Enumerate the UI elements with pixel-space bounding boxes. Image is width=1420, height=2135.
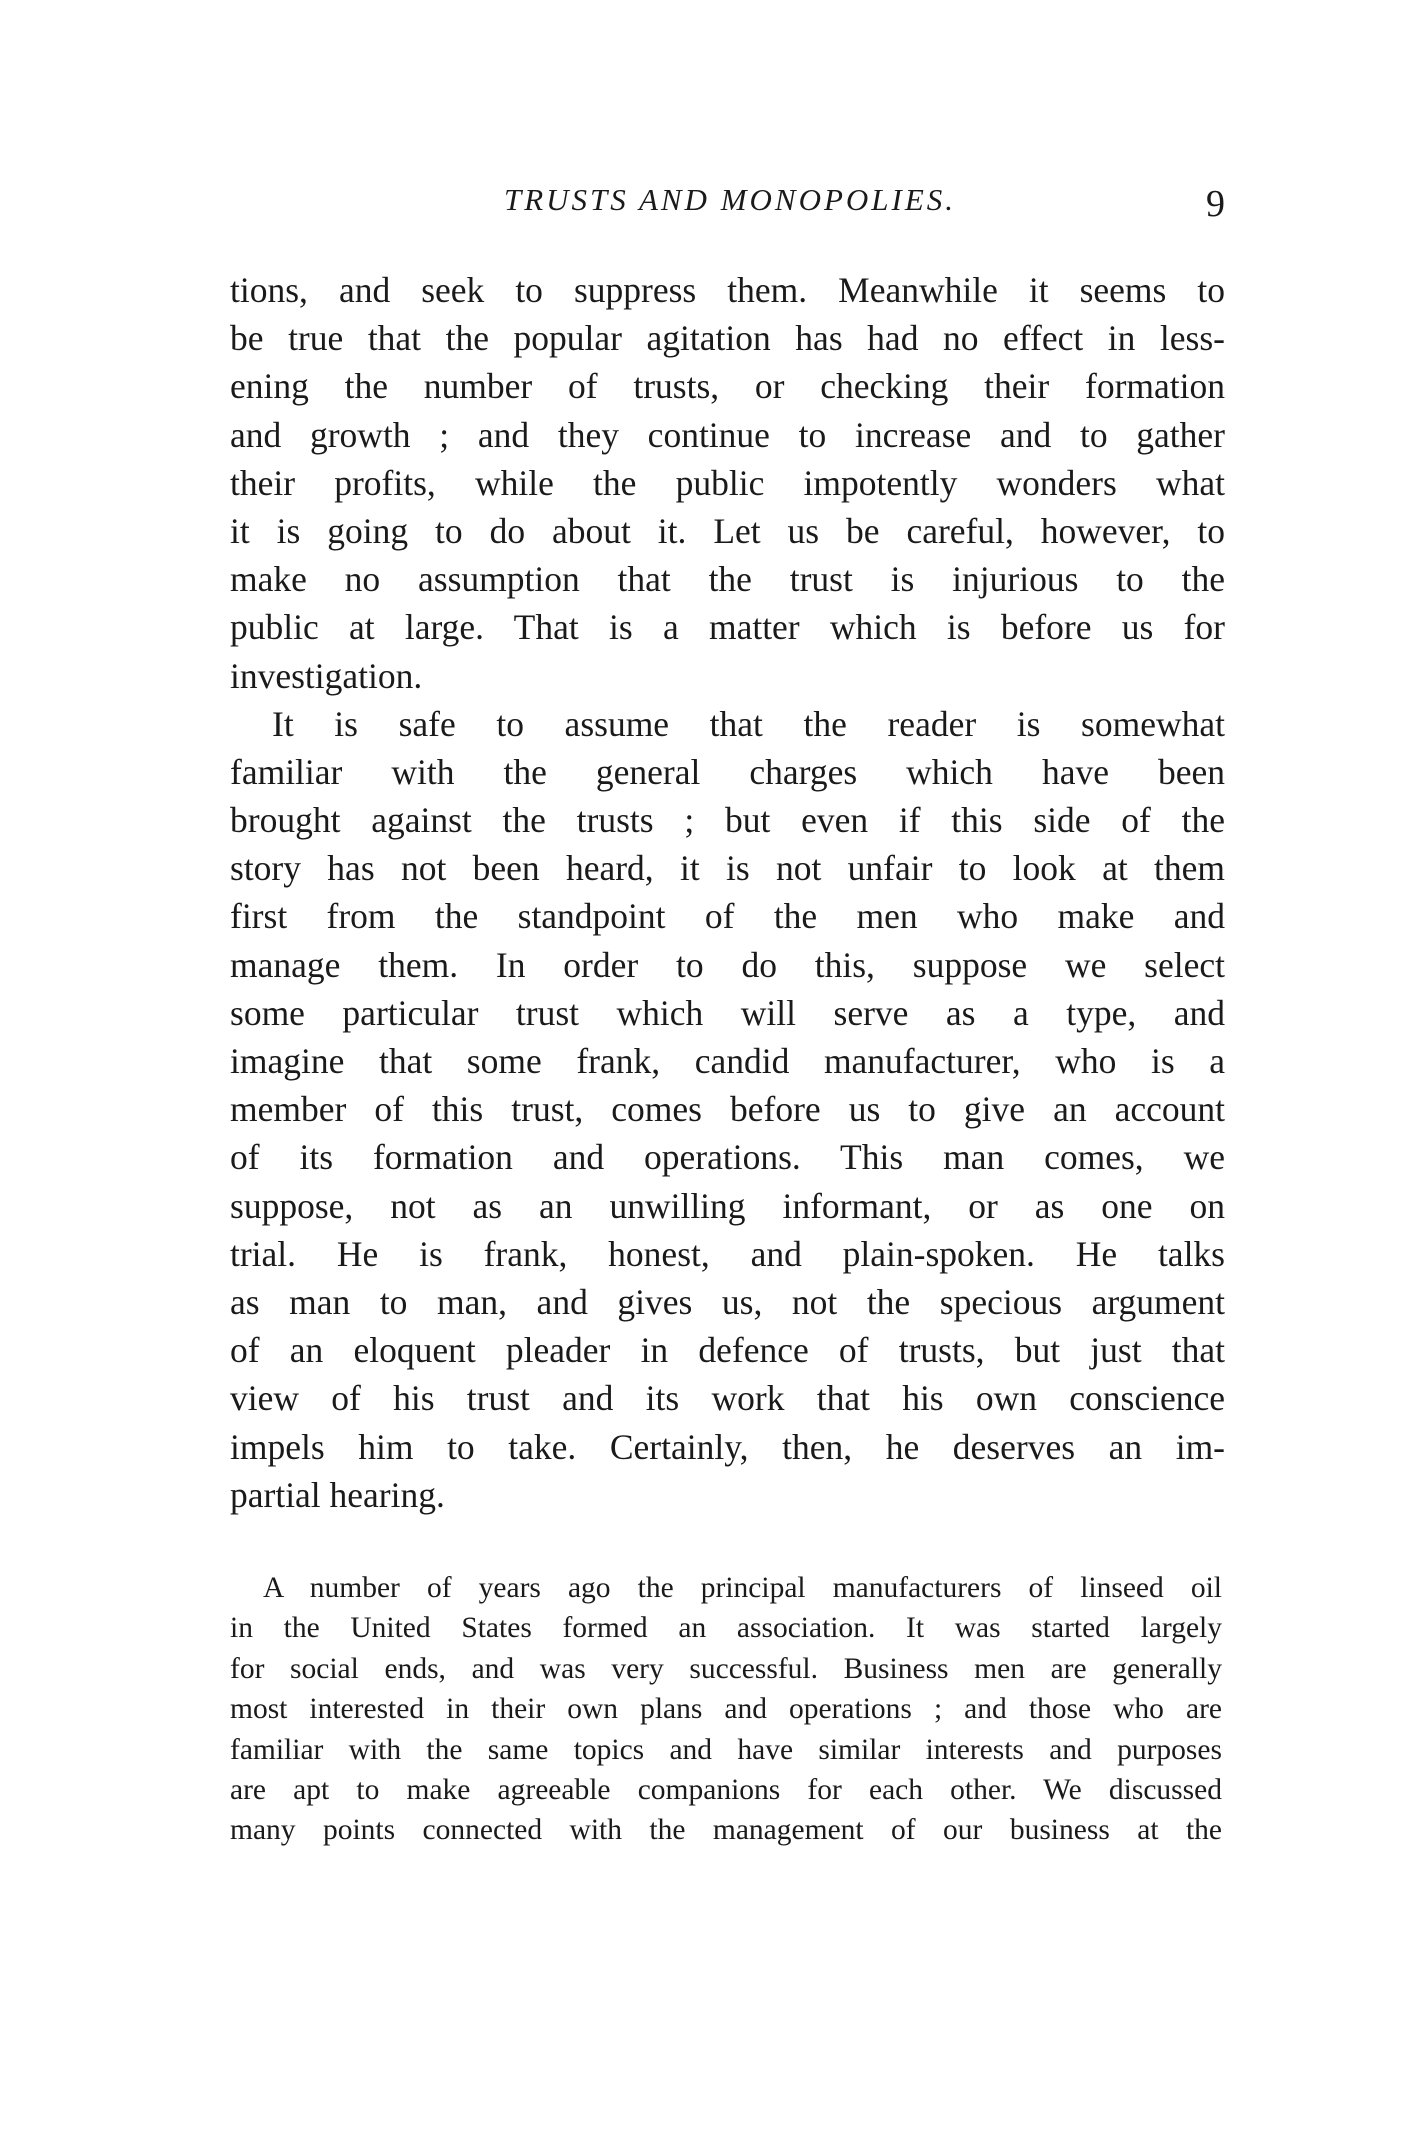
- text-line: of its formation and operations. This man comes, we: [230, 1137, 1225, 1178]
- text-line: public at large. That is a matter which is before us for: [230, 607, 1225, 648]
- text-line: story has not been heard, it is not unfair to look at them: [230, 848, 1225, 889]
- text-line: view of his trust and its work that his own conscience: [230, 1378, 1225, 1419]
- page-number: 9: [1206, 183, 1225, 225]
- extract-quotation: [230, 1568, 1222, 1851]
- text-line: it is going to do about it. Let us be careful, however, to: [230, 510, 1225, 551]
- text-line: brought against the trusts ; but even if this side of the: [230, 800, 1225, 841]
- text-line: investigation.: [230, 655, 423, 696]
- text-line: as man to man, and gives us, not the specious argument: [230, 1281, 1225, 1322]
- text-line: trial. He is frank, honest, and plain-spoken. He talks: [230, 1233, 1225, 1274]
- text-line: and growth ; and they continue to increase and to gather: [230, 414, 1225, 455]
- text-line: impels him to take. Certainly, then, he deserves an im-: [230, 1426, 1225, 1467]
- text-line: imagine that some frank, candid manufacturer, who is a: [230, 1041, 1225, 1081]
- text-line: some particular trust which will serve as a type, and: [230, 992, 1225, 1033]
- paragraph-2: [230, 700, 1225, 1519]
- text-line: their profits, while the public impotently wonders what: [230, 462, 1225, 503]
- running-title: TRUSTS AND MONOPOLIES.: [503, 182, 957, 217]
- text-line: suppose, not as an unwilling informant, or as one on: [230, 1185, 1225, 1226]
- extract-line: for social ends, and was very successful. Business men are generally: [230, 1652, 1222, 1685]
- text-line: familiar with the general charges which have been: [230, 751, 1225, 792]
- extract-line: are apt to make agreeable companions for each other. We discussed: [230, 1773, 1222, 1806]
- text-line: ening the number of trusts, or checking their formation: [230, 366, 1225, 407]
- paragraph-1: [230, 266, 1225, 700]
- text-line: manage them. In order to do this, suppose we select: [230, 944, 1225, 985]
- text-line: tions, and seek to suppress them. Meanwhile it seems to: [230, 270, 1225, 310]
- text-line: partial hearing.: [230, 1474, 445, 1515]
- text-line: first from the standpoint of the men who make and: [230, 896, 1225, 937]
- body-text: [230, 266, 1225, 1519]
- extract-line: in the United States formed an association. It was started largely: [230, 1612, 1222, 1645]
- text-line: be true that the popular agitation has had no effect in less-: [230, 318, 1225, 359]
- text-line: member of this trust, comes before us to give an account: [230, 1089, 1225, 1130]
- text-line: of an eloquent pleader in defence of trusts, but just that: [230, 1330, 1225, 1371]
- extract-line: most interested in their own plans and operations ; and those who are: [230, 1693, 1222, 1726]
- text-line: make no assumption that the trust is injurious to the: [230, 559, 1225, 600]
- extract-line: A number of years ago the principal manufacturers of linseed oil: [263, 1572, 1222, 1604]
- running-head: [230, 180, 1225, 225]
- text-line: It is safe to assume that the reader is somewhat: [272, 703, 1225, 744]
- extract-line: familiar with the same topics and have similar interests and purposes: [230, 1733, 1222, 1766]
- extract-line: many points connected with the management of our business at the: [230, 1814, 1222, 1847]
